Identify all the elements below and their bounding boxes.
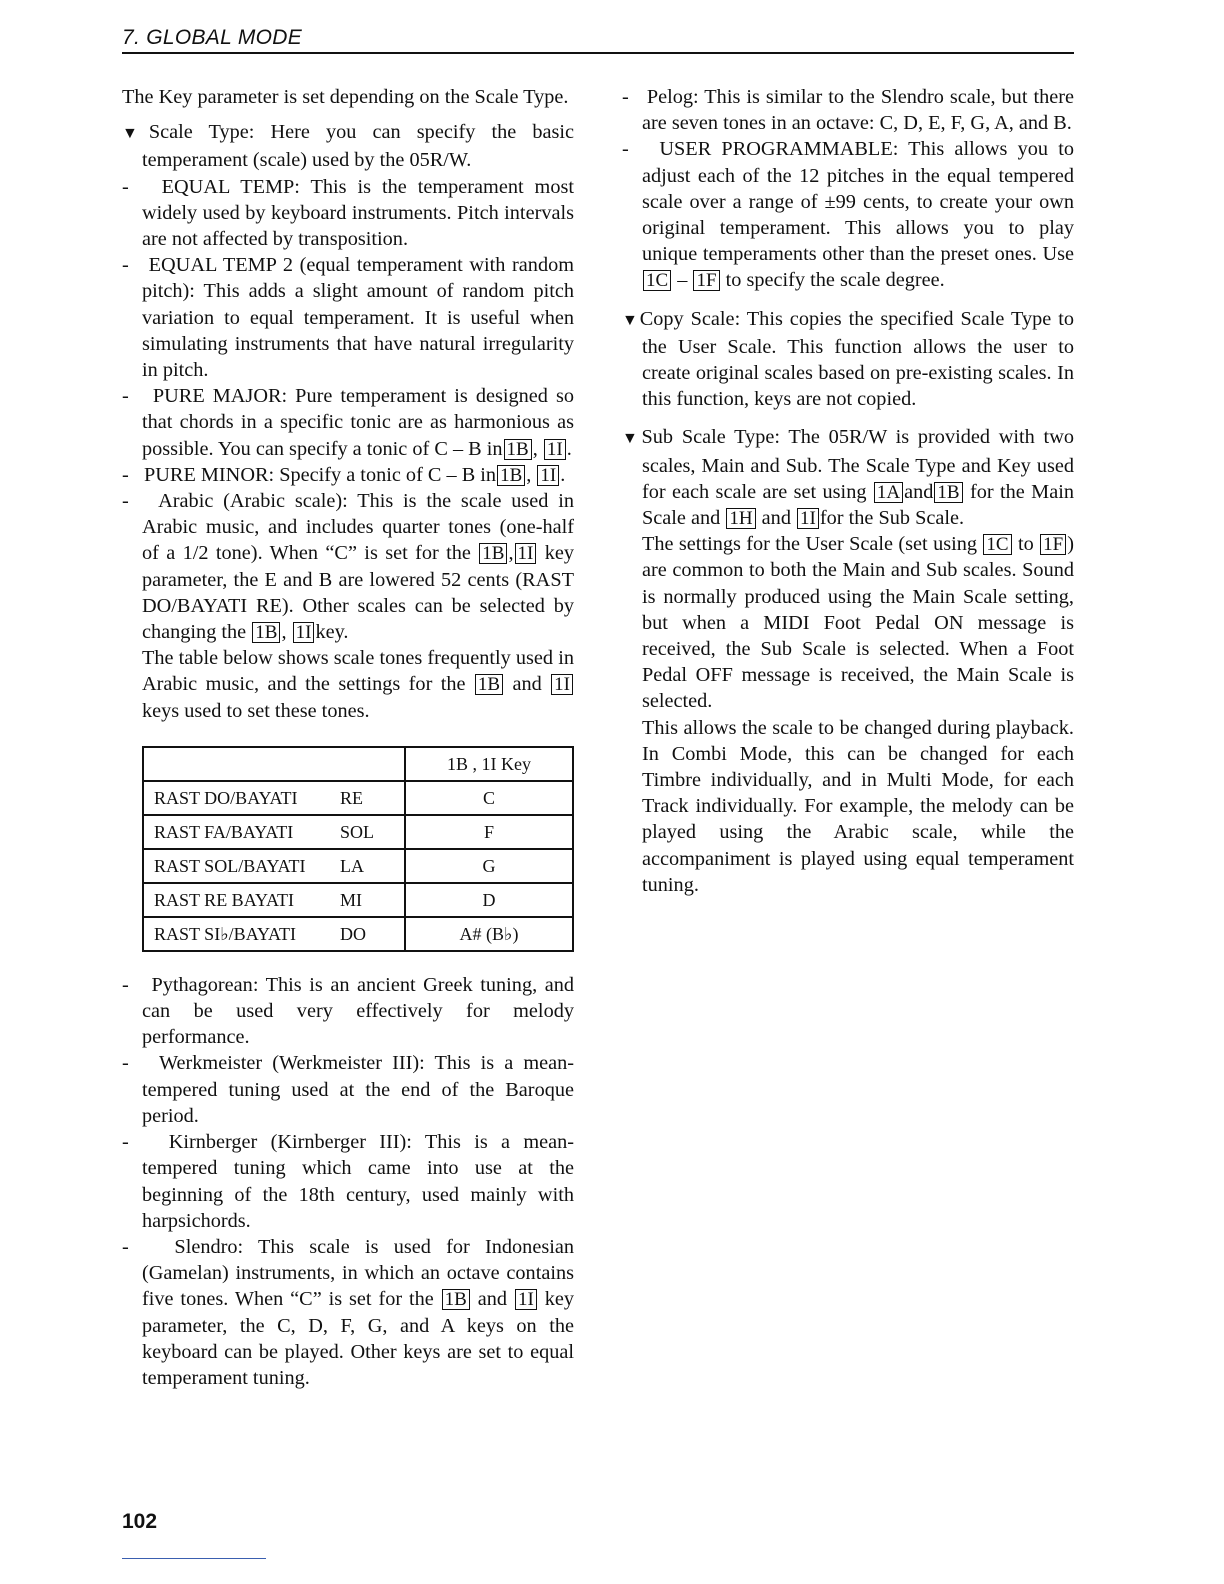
pelog-item: - Pelog: This is similar to the Slendro scale, but there are seven tones in an octave: C, D, E, F, G, A, and B. xyxy=(622,86,1074,135)
left-column xyxy=(122,84,574,1391)
scale-type-param: ▼Scale Type: Here you can specify the basic temperament (scale) used by the 05R/W. xyxy=(122,121,574,172)
key-box: 1F xyxy=(1040,534,1066,555)
key-box: 1B xyxy=(497,465,525,486)
key-box: 1B xyxy=(252,622,280,643)
sub-scale-param: ▼Sub Scale Type: The 05R/W is provided with two scales, Main and Sub. The Scale Type and Key used for each scale are set using 1A and 1B for the Main Scale and 1H and 1I for the Sub Scale. xyxy=(622,426,1074,530)
table-row: RAST DO/BAYATI RE C xyxy=(143,781,573,815)
key-box: 1A xyxy=(874,482,903,503)
key-box: 1I xyxy=(515,1289,537,1310)
table-row: RAST SI♭/BAYATI DO A# (B♭) xyxy=(143,917,573,951)
equal-temp-item: - EQUAL TEMP: This is the temperament most widely used by keyboard instruments. Pitch intervals are not affected by transposition. xyxy=(122,175,574,251)
triangle-bullet-icon: ▼ xyxy=(622,311,640,329)
arabic-scale-table xyxy=(142,746,574,952)
table-row: RAST SOL/BAYATI LA G xyxy=(143,849,573,883)
key-box: 1C xyxy=(983,534,1011,555)
arabic-item: - Arabic (Arabic scale): This is the scale used in Arabic music, and includes quarter tones (one-half of a 1/2 tone). When “C” is set for the 1B , 1I key parameter, the E and B are lowered 52 cents (RAST DO/BAYATI RE). Other scales can be selected by changing the 1B , 1I key. xyxy=(122,490,575,644)
table-intro: The table below shows scale tones frequently used in Arabic music, and the settings for the 1B and 1I keys used to set these tones. xyxy=(142,647,574,722)
key-box: 1I xyxy=(537,465,559,486)
table-header-empty xyxy=(143,747,405,781)
header-title: 7. GLOBAL MODE xyxy=(122,26,303,49)
key-box: 1I xyxy=(293,622,315,643)
key-box: 1I xyxy=(544,439,566,460)
key-box: 1H xyxy=(726,508,755,529)
table-header-key: 1B , 1I Key xyxy=(405,747,573,781)
copy-scale-param: ▼Copy Scale: This copies the specified Scale Type to the User Scale. This function allows the user to create original scales based on pre-existing scales. In this function, keys are not copied. xyxy=(622,307,1074,411)
triangle-bullet-icon: ▼ xyxy=(122,125,149,143)
page-header xyxy=(122,26,1074,54)
equal-temp2-item: - EQUAL TEMP 2 (equal temperament with random pitch): This adds a slight amount of random pitch variation to equal temperament. It is useful when simulating instruments that have natural irregularity in pitch. xyxy=(122,254,574,382)
pure-minor-item: - PURE MINOR: Specify a tonic of C – B in 1B , 1I . xyxy=(122,463,566,486)
pythagorean-item: - Pythagorean: This is an ancient Greek tuning, and can be used very effectively for melody performance. xyxy=(122,973,574,1049)
right-column xyxy=(622,84,1074,898)
key-box: 1F xyxy=(693,270,719,291)
user-settings-text: The settings for the User Scale (set using 1C to 1F ) are common to both the Main and Sub scales. Sound is normally produced using the Main Scale setting, but when a MIDI Foot Pedal ON message is received, the Sub Scale is selected. When a Foot Pedal OFF message is received, the Main Scale is selected. xyxy=(642,533,1075,713)
pure-major-item: - PURE MAJOR: Pure temperament is designed so that chords in a specific tonic are as harmonious as possible. You can specify a tonic of C – B in 1B , 1I . xyxy=(122,385,574,460)
key-box: 1C xyxy=(643,270,671,291)
key-box: 1B xyxy=(934,482,962,503)
table-row: RAST RE BAYATI MI D xyxy=(143,883,573,917)
triangle-bullet-icon: ▼ xyxy=(622,430,642,448)
key-box: 1B xyxy=(479,543,507,564)
key-box: 1I xyxy=(515,543,537,564)
key-box: 1I xyxy=(797,508,819,529)
key-box: 1B xyxy=(442,1289,470,1310)
slendro-item: - Slendro: This scale is used for Indonesian (Gamelan) instruments, in which an octave contains five tones. When “C” is set for the 1B and 1I key parameter, the C, D, F, G, and A keys on the keyboard can be played. Other keys are set to equal temperament tuning. xyxy=(122,1235,574,1389)
table-header-row xyxy=(143,747,573,781)
table-row: RAST FA/BAYATI SOL F xyxy=(143,815,573,849)
user-programmable-item: - USER PROGRAMMABLE: This allows you to adjust each of the 12 pitches in the equal tempered scale over a range of ±99 cents, to create your own original temperament. This allows you to play unique temperaments other than the preset ones. Use 1C – 1F to specify the scale degree. xyxy=(622,138,1074,292)
werkmeister-item: - Werkmeister (Werkmeister III): This is a mean-tempered tuning used at the end of the Baroque period. xyxy=(122,1052,575,1127)
playback-text: This allows the scale to be changed during playback. In Combi Mode, this can be changed for each Timbre individually, and in Multi Mode, for each Track individually. For example, the melody can be played using the Arabic scale, while the accompaniment is played using equal temperament tuning. xyxy=(642,716,1074,896)
intro-text: The Key parameter is set depending on the Scale Type. xyxy=(122,86,569,108)
key-box: 1B xyxy=(475,674,503,695)
key-box: 1I xyxy=(551,674,573,695)
key-box: 1B xyxy=(504,439,532,460)
page-number: 102 xyxy=(122,1510,158,1533)
kirnberger-item: - Kirnberger (Kirnberger III): This is a mean-tempered tuning which came into use at the beginning of the 18th century, used mainly with harpsichords. xyxy=(122,1131,575,1232)
footer-rule xyxy=(122,1558,266,1559)
